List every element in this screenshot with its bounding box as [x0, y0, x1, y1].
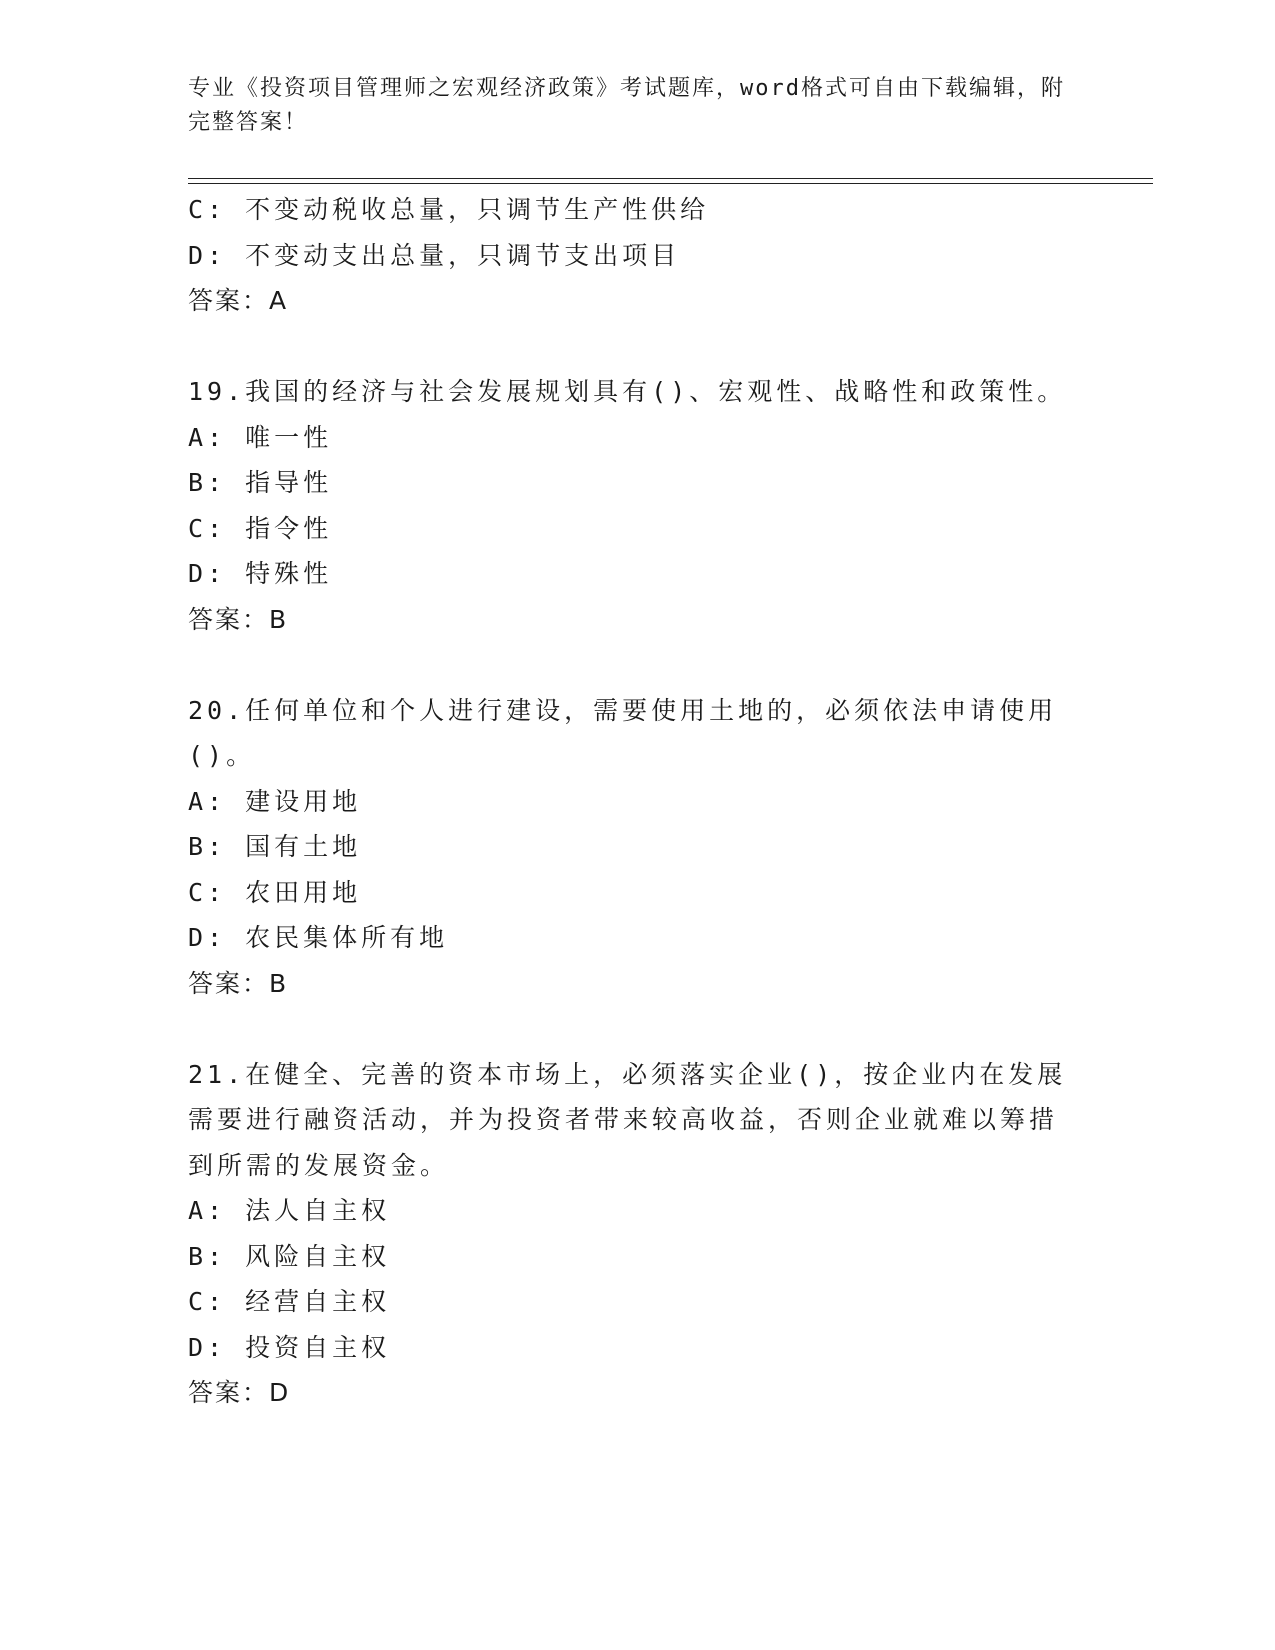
option-c: C: 经营自主权 [188, 1287, 391, 1316]
question-text: 19.我国的经济与社会发展规划具有()、宏观性、战略性和政策性。 [188, 377, 1067, 406]
option-c: C: 不变动税收总量，只调节生产性供给 [188, 195, 710, 224]
answer-line: 答案：D [188, 1378, 291, 1407]
option-b: B: 国有土地 [188, 832, 362, 861]
option-d: D: 农民集体所有地 [188, 923, 449, 952]
option-d: D: 特殊性 [188, 559, 333, 588]
document-header: 专业《投资项目管理师之宏观经济政策》考试题库，word格式可自由下载编辑，附完整答案！ [188, 76, 1065, 135]
header-divider-bottom [188, 183, 1153, 184]
question-block-18 [188, 187, 1078, 324]
spacer [188, 1006, 1078, 1052]
question-content [188, 187, 1078, 1416]
spacer [188, 642, 1078, 688]
question-text: 21.在健全、完善的资本市场上，必须落实企业()，按企业内在发展需要进行融资活动，并为投资者带来较高收益，否则企业就难以筹措到所需的发展资金。 [188, 1059, 1067, 1180]
question-block-19 [188, 369, 1078, 642]
answer-line: 答案：B [188, 604, 289, 634]
option-c: C: 指令性 [188, 513, 333, 543]
option-a: A: 唯一性 [188, 422, 333, 452]
question-block-21 [188, 1052, 1078, 1416]
question-block-20 [188, 688, 1078, 1007]
header-divider-top [188, 178, 1153, 179]
option-a: A: 法人自主权 [188, 1196, 391, 1225]
option-b: B: 指导性 [188, 468, 333, 497]
option-c: C: 农田用地 [188, 877, 362, 907]
spacer [188, 324, 1078, 370]
option-d: D: 不变动支出总量，只调节支出项目 [188, 240, 681, 270]
option-b: B: 风险自主权 [188, 1241, 391, 1271]
option-a: A: 建设用地 [188, 786, 362, 816]
answer-line: 答案：B [188, 968, 289, 998]
option-d: D: 投资自主权 [188, 1332, 391, 1362]
question-text: 20.任何单位和个人进行建设，需要使用土地的，必须依法申请使用()。 [188, 695, 1058, 770]
answer-line: 答案：A [188, 286, 289, 315]
